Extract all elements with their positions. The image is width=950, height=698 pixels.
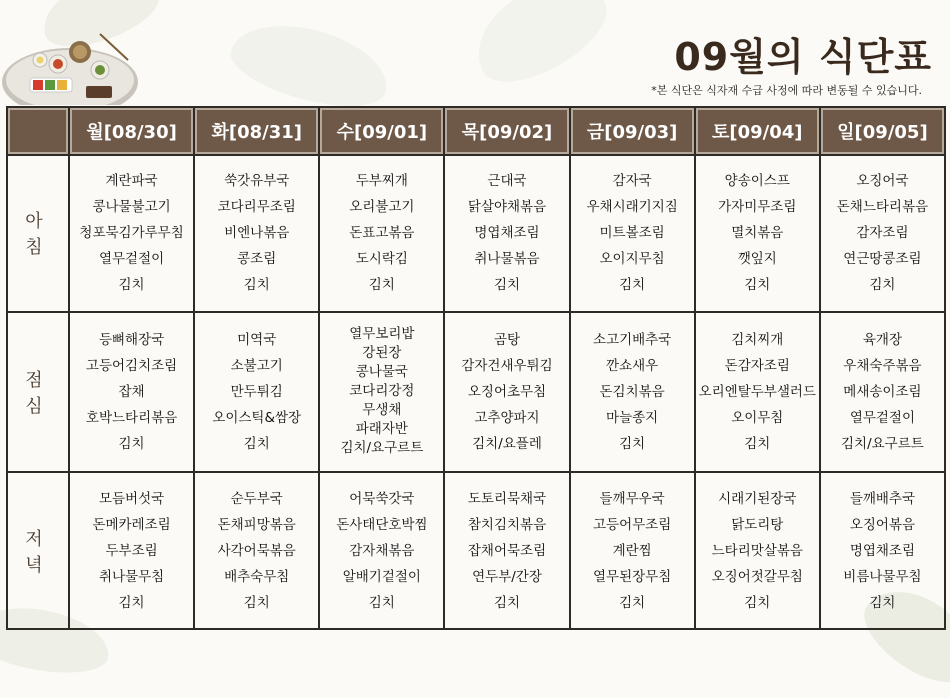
menu-item: 파래자반 — [355, 421, 408, 438]
menu-item: 연두부/간장 — [472, 568, 542, 585]
menu-item: 오징어초무침 — [467, 383, 547, 400]
menu-item: 두부찌개 — [355, 173, 408, 190]
menu-item: 닭도리탕 — [731, 516, 784, 533]
menu-item: 명엽채조림 — [474, 225, 540, 242]
menu-item: 느타리맛살볶음 — [711, 542, 803, 559]
menu-item: 취나물무침 — [98, 568, 165, 585]
menu-item: 알배기겉절이 — [342, 568, 421, 585]
day-header: 금[09/03] — [570, 107, 695, 155]
menu-item: 양송이스프 — [724, 173, 790, 190]
menu-item: 김치 — [243, 277, 270, 294]
menu-item: 콩나물불고기 — [92, 199, 171, 216]
menu-cell — [820, 472, 945, 629]
menu-item: 우채숙주볶음 — [843, 357, 922, 374]
menu-item: 깐쇼새우 — [606, 357, 659, 374]
page-title: 09월의 식단표 — [674, 35, 932, 79]
menu-cell — [570, 472, 695, 629]
menu-item: 계란파국 — [105, 173, 158, 190]
meal-label: 점 심 — [7, 312, 69, 472]
menu-item: 계란찜 — [612, 542, 652, 559]
menu-item: 김치 — [869, 277, 896, 294]
menu-item: 깻잎지 — [737, 251, 777, 268]
menu-item: 도시락김 — [355, 251, 408, 268]
menu-item: 청포묵김가루무침 — [79, 225, 184, 242]
menu-item: 김치 — [118, 435, 145, 452]
menu-cell — [570, 312, 695, 472]
menu-item: 어묵쑥갓국 — [349, 490, 415, 507]
menu-item: 오이지무침 — [599, 251, 665, 268]
day-header: 목[09/02] — [444, 107, 569, 155]
day-header: 일[09/05] — [820, 107, 945, 155]
menu-item: 김치 — [243, 594, 270, 611]
menu-item: 고등어김치조림 — [85, 357, 178, 374]
menu-item: 김치 — [243, 435, 270, 452]
menu-item: 감자조림 — [856, 225, 909, 242]
menu-item: 열무겉절이 — [98, 251, 165, 268]
menu-item: 콩조림 — [237, 251, 277, 268]
menu-item: 닭살야채볶음 — [467, 199, 547, 216]
menu-item: 코다리강정 — [349, 383, 415, 400]
menu-item: 돈표고볶음 — [349, 225, 415, 242]
menu-cell — [444, 312, 569, 472]
menu-item: 김치/요플레 — [472, 435, 542, 452]
menu-item: 시래기된장국 — [718, 490, 797, 507]
menu-item: 감자채볶음 — [349, 542, 415, 559]
menu-item: 모듬버섯국 — [98, 490, 165, 507]
menu-item: 미트볼조림 — [599, 225, 665, 242]
menu-item: 김치/요구르트 — [340, 440, 424, 457]
menu-cell — [695, 155, 820, 312]
meal-row — [7, 472, 945, 629]
menu-item: 김치 — [118, 594, 145, 611]
menu-item: 열무겉절이 — [849, 409, 916, 426]
header-corner — [7, 107, 69, 155]
day-header: 화[08/31] — [194, 107, 319, 155]
menu-item: 오이스틱&쌈장 — [212, 409, 302, 426]
menu-item: 미역국 — [237, 331, 277, 348]
menu-cell — [319, 312, 444, 472]
menu-cell — [695, 472, 820, 629]
menu-item: 김치 — [619, 435, 646, 452]
menu-item: 연근땅콩조림 — [843, 251, 922, 268]
meal-label: 아 침 — [7, 155, 69, 312]
decorative-leaf — [459, 0, 620, 100]
menu-item: 육개장 — [862, 331, 902, 348]
menu-item: 돈감자조림 — [724, 357, 790, 374]
menu-item: 김치 — [368, 594, 395, 611]
menu-item: 김치 — [744, 594, 771, 611]
decorative-leaf — [224, 10, 397, 119]
menu-item: 들깨무우국 — [599, 490, 665, 507]
menu-item: 취나물볶음 — [474, 251, 540, 268]
menu-item: 만두튀김 — [230, 383, 283, 400]
menu-cell — [69, 472, 194, 629]
menu-item: 참치김치볶음 — [467, 516, 547, 533]
menu-item: 비엔나볶음 — [224, 225, 290, 242]
menu-cell — [194, 312, 319, 472]
menu-item: 김치 — [368, 277, 395, 294]
header-row — [7, 107, 945, 155]
menu-item: 김치찌개 — [731, 331, 784, 348]
menu-item: 명엽채조림 — [849, 542, 916, 559]
menu-cell — [444, 472, 569, 629]
menu-item: 강된장 — [362, 345, 402, 362]
food-plate-illustration — [0, 20, 140, 105]
menu-item: 비름나물무침 — [843, 568, 922, 585]
menu-item: 오징어볶음 — [849, 516, 916, 533]
menu-item: 김치 — [744, 277, 771, 294]
menu-item: 감자건새우튀김 — [461, 357, 553, 374]
menu-item: 순두부국 — [230, 490, 283, 507]
menu-item: 김치 — [619, 594, 646, 611]
menu-item: 코다리무조림 — [217, 199, 296, 216]
menu-cell — [820, 155, 945, 312]
menu-item: 쑥갓유부국 — [224, 173, 290, 190]
menu-cell — [820, 312, 945, 472]
menu-item: 멸치볶음 — [731, 225, 784, 242]
menu-item: 근대국 — [487, 173, 527, 190]
menu-item: 돈메카레조림 — [92, 516, 171, 533]
menu-item: 소불고기 — [230, 357, 283, 374]
meal-schedule-table — [6, 106, 946, 630]
meal-row — [7, 155, 945, 312]
disclaimer-note: *본 식단은 식자재 수급 사정에 따라 변동될 수 있습니다. — [651, 84, 922, 97]
menu-item: 감자국 — [612, 173, 652, 190]
menu-item: 소고기배추국 — [593, 331, 672, 348]
menu-item: 돈채피망볶음 — [217, 516, 296, 533]
menu-cell — [444, 155, 569, 312]
menu-item: 돈채느타리볶음 — [836, 199, 929, 216]
menu-cell — [319, 155, 444, 312]
menu-item: 김치/요구르트 — [841, 435, 924, 452]
menu-item: 무생채 — [362, 402, 402, 419]
menu-item: 김치 — [869, 594, 896, 611]
menu-item: 오리불고기 — [349, 199, 415, 216]
menu-item: 마늘종지 — [606, 409, 659, 426]
menu-item: 돈사태단호박찜 — [336, 516, 428, 533]
menu-item: 잡채 — [118, 383, 145, 400]
menu-item: 들깨배추국 — [849, 490, 916, 507]
menu-item: 오리엔탈두부샐러드 — [698, 383, 816, 400]
menu-item: 등뼈해장국 — [98, 331, 165, 348]
meal-row — [7, 312, 945, 472]
meal-label: 저 녁 — [7, 472, 69, 629]
menu-item: 김치 — [744, 435, 771, 452]
menu-cell — [194, 155, 319, 312]
menu-item: 콩나물국 — [355, 364, 408, 381]
day-header: 월[08/30] — [69, 107, 194, 155]
menu-item: 김치 — [118, 277, 145, 294]
menu-cell — [695, 312, 820, 472]
menu-cell — [194, 472, 319, 629]
menu-item: 곰탕 — [493, 331, 521, 348]
day-header: 토[09/04] — [695, 107, 820, 155]
menu-item: 김치 — [493, 594, 521, 611]
menu-item: 돈김치볶음 — [599, 383, 665, 400]
menu-cell — [69, 312, 194, 472]
menu-item: 오이무침 — [731, 409, 784, 426]
menu-item: 호박느타리볶음 — [85, 409, 178, 426]
menu-item: 도토리묵채국 — [467, 490, 547, 507]
menu-item: 오징어국 — [856, 173, 909, 190]
menu-item: 김치 — [619, 277, 646, 294]
menu-item: 김치 — [493, 277, 521, 294]
menu-item: 열무된장무침 — [593, 568, 672, 585]
menu-item: 잡채어묵조림 — [467, 542, 547, 559]
menu-item: 오징어젓갈무침 — [711, 568, 803, 585]
menu-item: 메새송이조림 — [843, 383, 922, 400]
menu-item: 우채시래기지짐 — [586, 199, 678, 216]
menu-item: 고추양파지 — [474, 409, 540, 426]
day-header: 수[09/01] — [319, 107, 444, 155]
menu-item: 두부조림 — [105, 542, 158, 559]
menu-cell — [69, 155, 194, 312]
menu-item: 사각어묵볶음 — [217, 542, 296, 559]
menu-cell — [570, 155, 695, 312]
menu-item: 열무보리밥 — [349, 326, 415, 343]
menu-cell — [319, 472, 444, 629]
menu-item: 가자미무조림 — [718, 199, 797, 216]
menu-item: 배추숙무침 — [224, 568, 290, 585]
menu-item: 고등어무조림 — [593, 516, 672, 533]
